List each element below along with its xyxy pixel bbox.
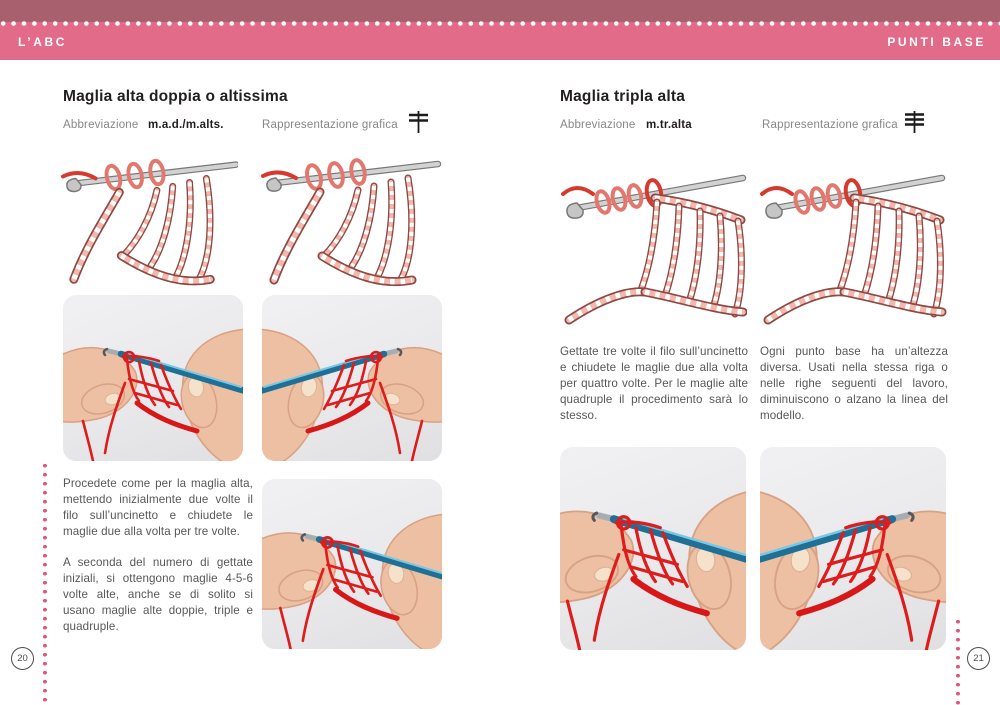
header-band [0,22,1000,60]
photo-hands-crocheting-step4 [560,447,746,650]
paragraph: A seconda del numero di gettate iniziali, si ottengono maglie 4-5-6 volte alte, anche se di solito si usano maglie alte doppie, triple e quadruple. [63,556,253,633]
right-margin-dotted-rule [956,620,960,705]
triple-treble-crochet-chart-icon [905,110,924,134]
double-treble-crochet-chart-icon [409,110,428,134]
header-section-right: PUNTI BASE [887,35,986,49]
instruction-column-1 [560,344,748,439]
abbreviation-label: Abbreviazione [63,119,139,131]
page-number-left: 20 [11,647,34,670]
graphic-label: Rappresentazione grafica [262,119,398,131]
paragraph: Gettate tre volte il filo sull’uncinetto e chiudete le maglie due alla volta per quattro volte. Per le maglie alte quadruple il procedimento sarà lo stesso. [560,345,748,422]
page-number-right: 21 [967,647,990,670]
page-title: Maglia tripla alta [560,88,686,105]
crochet-illustration-double-treble-1 [60,148,238,293]
crochet-illustration-triple-treble-1 [557,150,747,335]
abbreviation-label: Abbreviazione [560,119,636,131]
abbreviation-value: m.a.d./m.alts. [148,119,224,131]
graphic-label: Rappresentazione grafica [762,119,898,131]
instruction-column-2 [760,344,948,439]
photo-hands-crocheting-step1 [63,295,243,461]
crochet-illustration-triple-treble-2 [755,150,947,335]
page-title: Maglia alta doppia o altissima [63,88,288,105]
photo-hands-crocheting-step3 [262,479,442,649]
left-margin-dotted-rule [43,464,47,705]
paragraph: Procedete come per la maglia alta, mettendo inizialmente due volte il filo sull’uncinetto e chiudete le maglie due alla volta per tre volte. [63,477,253,538]
photo-hands-crocheting-step5 [760,447,946,650]
abbreviation-value: m.tr.alta [646,119,692,131]
header-section-left: L’ABC [18,35,67,49]
photo-hands-crocheting-step2 [262,295,442,461]
header-dotted-divider [0,20,1000,27]
instruction-text-block [63,476,253,650]
crochet-illustration-double-treble-2 [258,148,442,293]
paragraph: Ogni punto base ha un’altezza diversa. Usati nella stessa riga o nelle righe seguenti del lavoro, diminuiscono o alzano la linea del modello. [760,345,948,422]
header-top-strip [0,0,1000,22]
